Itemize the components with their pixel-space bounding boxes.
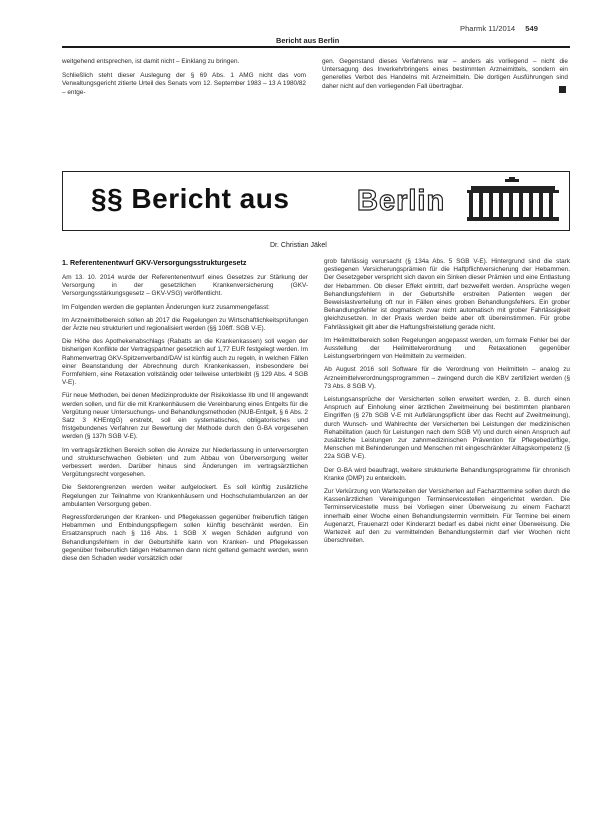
journal-header bbox=[460, 24, 538, 33]
paragraph: Leistungsansprüche der Versicherten sollen erweitert werden, z. B. durch einen Anspruch auf Einholung einer ärztlichen Zweitmeinung bei bestimmten planbaren Eingriffen (§ 27b SGB V-E mit Aufklärungspflicht über das Recht auf Zweitmeinung), durch Wunsch- und Wahlrechte der Versicherten bei Leistungen der medizinischen Rehabilitation (auch für Leistungen nach dem SGB VI) und durch einen Anspruch auf zusätzliche Leistungen zur zahnmedizinischen Prävention für Pflegebedürftige, Menschen mit Behinderungen und Menschen mit eingeschränkter Alltagskompetenz (§ 22a SGB V-E). bbox=[324, 396, 570, 461]
end-mark-icon bbox=[559, 86, 566, 93]
main-right-column bbox=[324, 258, 570, 546]
paragraph: Im Arzneimittelbereich sollen ab 2017 die Regelungen zu Wirtschaftlichkeitsprüfungen der Ärzte neu strukturiert und regionalisiert werden (§§ 106ff. SGB V-E). bbox=[62, 316, 308, 333]
paragraph: Ab August 2016 soll Software für die Verordnung von Heilmitteln – analog zu Arzneimittelverordnungsprogrammen – zwingend durch die KBV zertifiziert werden (§ 73 Abs. 8 SGB V). bbox=[324, 366, 570, 390]
paragraph: Im vertragsärztlichen Bereich sollen die Anreize zur Niederlassung in unterversorgten und strukturschwachen Gebieten und zum Abbau von Überversorgung weiter verbessert werden. Darüber hinaus sind Änderungen im vertragsärztlichen Vergütungsrecht vorgesehen. bbox=[62, 446, 308, 479]
section-heading: 1. Referentenentwurf GKV-Versorgungsstrukturgesetz bbox=[62, 258, 247, 267]
top-left-column bbox=[62, 58, 306, 97]
paragraph: Die Höhe des Apothekenabschlags (Rabatts an die Krankenkassen) soll wegen der bisherigen Konflikte der Vertragspartner gesetzlich auf 1,77 EUR festgelegt werden. Im Rahmenvertrag GKV-Spitzenverband/DAV ist künftig auch zu regeln, in welchen Fällen einer Beanstandung der Abrechnung durch Krankenkassen, insbesondere bei Formfehlern, eine Retaxation vollständig oder teilweise unterbleibt (§ 129 Abs. 4 SGB V-E). bbox=[62, 338, 308, 387]
paragraph: Im Folgenden werden die geplanten Änderungen kurz zusammengefasst: bbox=[62, 303, 270, 311]
top-right-column bbox=[322, 58, 568, 91]
paragraph: Schließlich steht dieser Auslegung der § 69 Abs. 1 AMG nicht das vom Verwaltungsgericht zitierte Urteil des Senats vom 12. September 1983 – 13 A 1980/82 – entge- bbox=[62, 72, 306, 96]
paragraph: grob fahrlässig verursacht (§ 134a Abs. 5 SGB V-E). Hintergrund sind die stark gestiegenen Versicherungsprämien für die Haftpflichtversicherung der Hebammen. Der Gesetzgeber verspricht sich davon ein Sinken dieser Prämien und eine Entlastung der Hebammen. Ob dieser Effekt eintritt, darf bezweifelt werden. Ansprüche wegen Behandlungsfehlern in der Geburtshilfe erstreiten Patienten wegen der Beweislastverteilung oft nur in Fällen eines groben Behandlungsfehlers. Ein grober Behandlungsfehler ist dogmatisch zwar nicht automatisch mit grober Fahrlässigkeit gleichzusetzen. In der Praxis werden beide aber oft übereinstimmen. Für grobe Fahrlässigkeit gilt aber die Haftungsfreistellung gerade nicht. bbox=[324, 258, 570, 331]
paragraph: Regressforderungen der Kranken- und Pflegekassen gegenüber freiberuflich tätigen Hebammen und Entbindungspflegern sollen künftig beschränkt werden. Ein Ersatzanspruch nach § 116 Abs. 1 SGB X wegen Schäden aufgrund von Behandlungsfehlern in der Geburtshilfe kann von Kranken- und Pflegekassen gegenüber freiberuflich tätigen Hebammen dann nicht geltend gemacht werden, wenn diese den Schaden weder vorsätzlich oder bbox=[62, 514, 308, 563]
author: Dr. Christian Jäkel bbox=[270, 242, 327, 249]
paragraph: Für neue Methoden, bei denen Medizinprodukte der Risikoklasse IIb und III angewandt werden sollen, und für die mit Krankenhäusern die Vereinbarung eines Entgelts für die Vergütung neuer Untersuchungs- und Behandlungsmethoden (NUB-Entgelt, § 6 Abs. 2 Satz 3 KHEntgG) erstrebt, soll ein systematisches, obligatorisches und fristgebundenes Verfahren zur Bewertung der Methode durch den G-BA vorgesehen werden (§ 137h SGB V-E). bbox=[62, 392, 308, 441]
paragraph: Zur Verkürzung von Wartezeiten der Versicherten auf Facharzttermine sollen durch die Kassenärztlichen Vereinigungen Terminservicestellen eingerichtet werden. Die Terminservicestelle muss bei Vorliegen einer Überweisung zu einem Facharzt innerhalb einer Woche einen Behandlungstermin vermitteln. Für Termine bei einem Augenarzt, Frauenarzt oder Kinderarzt bedarf es dabei nicht einer Überweisung. Die Wartezeit auf den zu vermittelnden Behandlungstermin darf vier Wochen nicht überschreiten. bbox=[324, 488, 570, 545]
main-left-column bbox=[62, 258, 308, 563]
section-header: Bericht aus Berlin bbox=[276, 36, 340, 45]
page-number: 549 bbox=[525, 24, 538, 33]
paragraph: weitgehend entsprechen, ist damit nicht – Einklang zu bringen. bbox=[62, 58, 240, 65]
banner-berlin: Berlin bbox=[357, 185, 446, 217]
paragraph: gen. Gegenstand dieses Verfahrens war – anders als vorliegend – nicht die Untersagung des Inverkehrbringens eines bestimmten Arzneimittels, sondern ein generelles Verbot des Handelns mit Arzneimitteln. Die dortigen Ausführungen sind daher nicht auf den vorliegenden Fall übertragbar. bbox=[322, 58, 568, 90]
paragraph: Die Sektorengrenzen werden weiter aufgelockert. Es soll künftig zusätzliche Regelungen zur Teilnahme von Krankenhäusern und Hochschulambulanzen an der ambulanten Versorgung geben. bbox=[62, 484, 308, 508]
paragraph: Der G-BA wird beauftragt, weitere strukturierte Behandlungsprogramme für chronisch Kranke (DMP) zu entwickeln. bbox=[324, 466, 570, 482]
journal-name: Pharmk 11/2014 bbox=[460, 24, 516, 33]
paragraph: Am 13. 10. 2014 wurde der Referentenentwurf eines Gesetzes zur Stärkung der Versorgung in der gesetzlichen Krankenversicherung (GKV-Versorgungsstärkungsgesetz – GKV-VSG) veröffentlicht. bbox=[62, 274, 308, 298]
section-banner bbox=[62, 171, 570, 231]
banner-title: §§ Bericht aus bbox=[91, 183, 290, 214]
header-rule bbox=[62, 46, 570, 48]
brandenburg-gate-icon bbox=[465, 177, 561, 225]
paragraph: Im Heilmittelbereich sollen Regelungen angepasst werden, um formale Fehler bei der Ausstellung der Heilmittelverordnung und Retaxationen gegenüber Leistungserbringern von Heilmitteln zu vermeiden. bbox=[324, 336, 570, 361]
